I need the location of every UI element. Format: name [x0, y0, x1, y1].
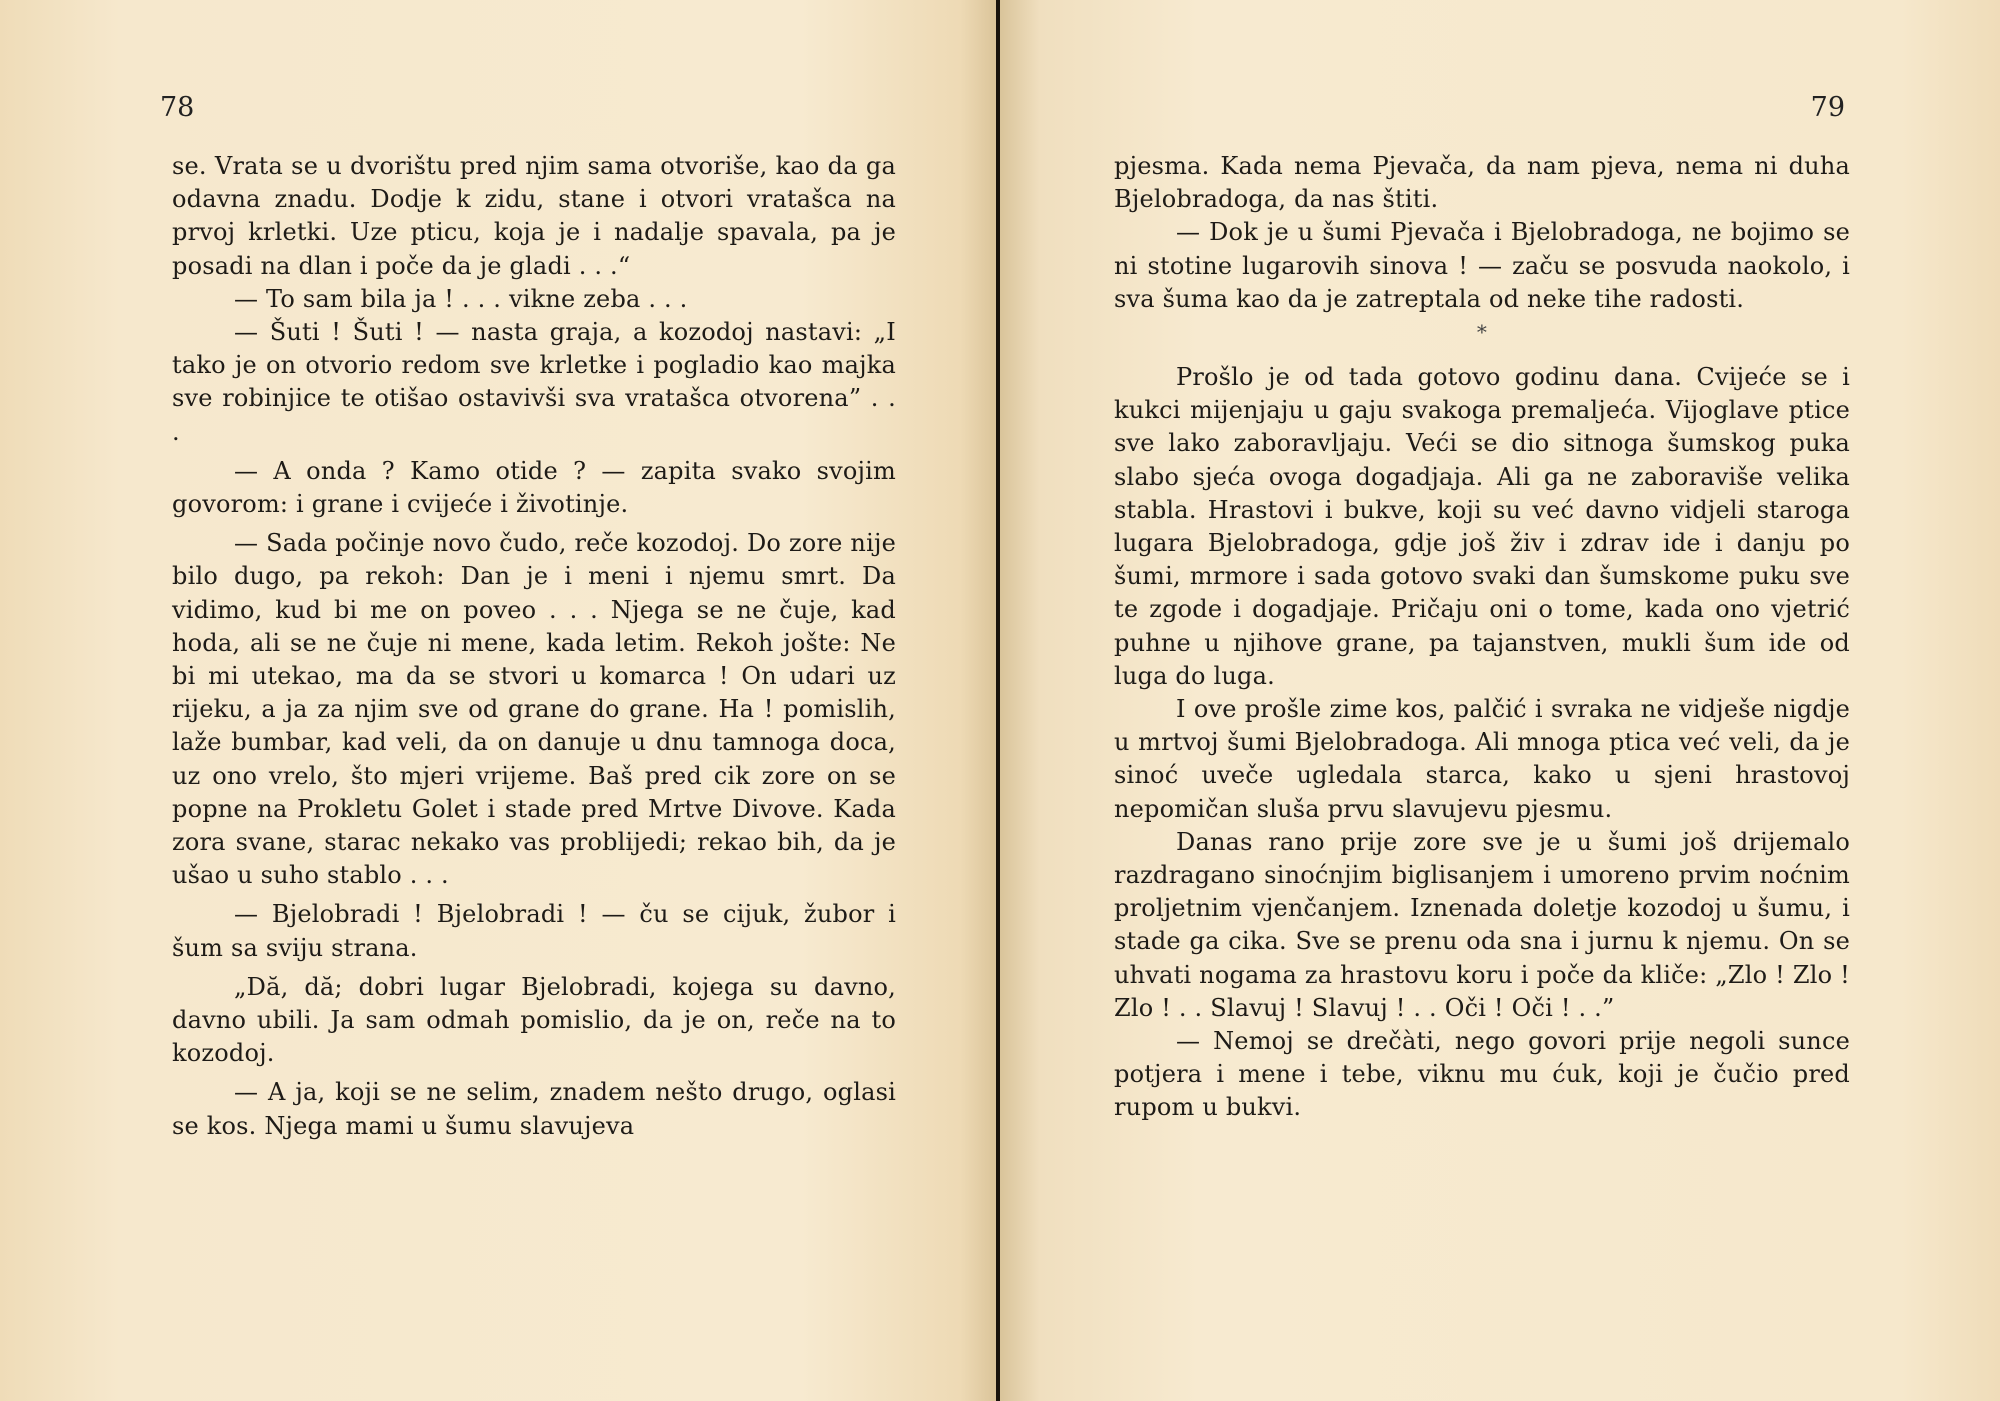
- left-page-text: [172, 150, 896, 1143]
- right-page: [1000, 0, 2000, 1401]
- section-separator: *: [1476, 320, 1488, 345]
- paragraph: „Dă, dă; dobri lugar Bjelobradi, kojega su davno, davno ubili. Ja sam odmah pomislio, da je on, reče na to kozodoj.: [172, 972, 896, 1068]
- right-page-text: [1114, 150, 1850, 1125]
- page-number-right: 79: [1810, 92, 1845, 123]
- paragraph: — Šuti ! Šuti ! — nasta graja, a kozodoj nastavi: „I tako je on otvorio redom sve krletke i pogladio kao majka sve robinjice te otišao ostavivši sva vratašca otvorena” . . .: [172, 318, 896, 446]
- page-number-left: 78: [160, 92, 195, 123]
- paragraph: pjesma. Kada nema Pjevača, da nam pjeva, nema ni duha Bjelobradoga, da nas štiti.: [1114, 152, 1850, 214]
- paragraph: Danas rano prije zore sve je u šumi još drijemalo razdragano sinoćnjim biglisanjem i umoreno prvim noćnim proljetnim vjenčanjem. Iznenada doletje kozodoj u šumu, i stade ga cika. Sve se prenu oda sna i jurnu k njemu. On se uhvati nogama za hrastovu koru i poče da kliče: „Zlo ! Zlo ! Zlo ! . . Slavuj ! Slavuj ! . . Oči ! Oči ! . .”: [1114, 827, 1850, 1022]
- paragraph: — Sada počinje novo čudo, reče kozodoj. Do zore nije bilo dugo, pa rekoh: Dan je i meni i njemu smrt. Da vidimo, kud bi me on poveo . . . Njega se ne čuje, kad hoda, ali se ne čuje ni mene, kada letim. Rekoh jošte: Ne bi mi utekao, ma da se stvori u komarca ! On udari uz rijeku, a ja za njim sve od grane do grane. Ha ! pomislih, laže bumbar, kad veli, da on danuje u dnu tamnoga doca, uz ono vrelo, što mjeri vrijeme. Baš pred cik zore on se popne na Prokletu Golet i stade pred Mrtve Divove. Kada zora svane, starac nekako vas problijedi; rekao bih, da je ušao u suho stablo . . .: [172, 529, 896, 890]
- paragraph: I ove prošle zime kos, palčić i svraka ne vidješe nigdje u mrtvoj šumi Bjelobradoga. Ali mnoga ptica već veli, da je sinoć uveče ugledala starca, kako u sjeni hrastovoj nepomičan sluša prvu slavujevu pjesmu.: [1114, 695, 1850, 823]
- paragraph: — Bjelobradi ! Bjelobradi ! — ču se cijuk, žubor i šum sa sviju strana.: [172, 900, 896, 962]
- paragraph: — A onda ? Kamo otide ? — zapita svako svojim govorom: i grane i cvijeće i životinje.: [172, 456, 896, 519]
- paragraph: se. Vrata se u dvorištu pred njim sama otvoriše, kao da ga odavna znadu. Dodje k zidu, stane i otvori vratašca na prvoj krletki. Uze pticu, koja je i nadalje spavala, pa je posadi na dlan i poče da je gladi . . .“: [172, 152, 896, 280]
- paragraph: Prošlo je od tada gotovo godinu dana. Cvijeće se i kukci mijenjaju u gaju svakoga premaljeća. Vijoglave ptice sve lako zaboravljaju. Veći se dio sitnoga šumskog puka slabo sjeća ovoga dogadjaja. Ali ga ne zaboraviše velika stabla. Hrastovi i bukve, koji su već davno vidjeli staroga lugara Bjelobradoga, gdje još živ i zdrav ide i danju po šumi, mrmore i sada gotovo svaki dan šumskome puku sve te zgode i dogadjaje. Pričaju oni o tome, kada ono vjetrić puhne u njihove grane, pa tajanstven, mukli šum ide od luga do luga.: [1114, 363, 1850, 690]
- paragraph: — Dok je u šumi Pjevača i Bjelobradoga, ne bojimo se ni stotine lugarovih sinova ! — začu se posvuda naokolo, i sva šuma kao da je zatreptala od neke tihe radosti.: [1114, 218, 1850, 313]
- paragraph: — To sam bila ja ! . . . vikne zeba . . .: [234, 284, 688, 313]
- paragraph: — Nemoj se drečàti, nego govori prije negoli sunce potjera i mene i tebe, viknu mu ćuk, koji je čučio pred rupom u bukvi.: [1114, 1027, 1850, 1122]
- paragraph: — A ja, koji se ne selim, znadem nešto drugo, oglasi se kos. Njega mami u šumu slavujeva: [172, 1078, 896, 1140]
